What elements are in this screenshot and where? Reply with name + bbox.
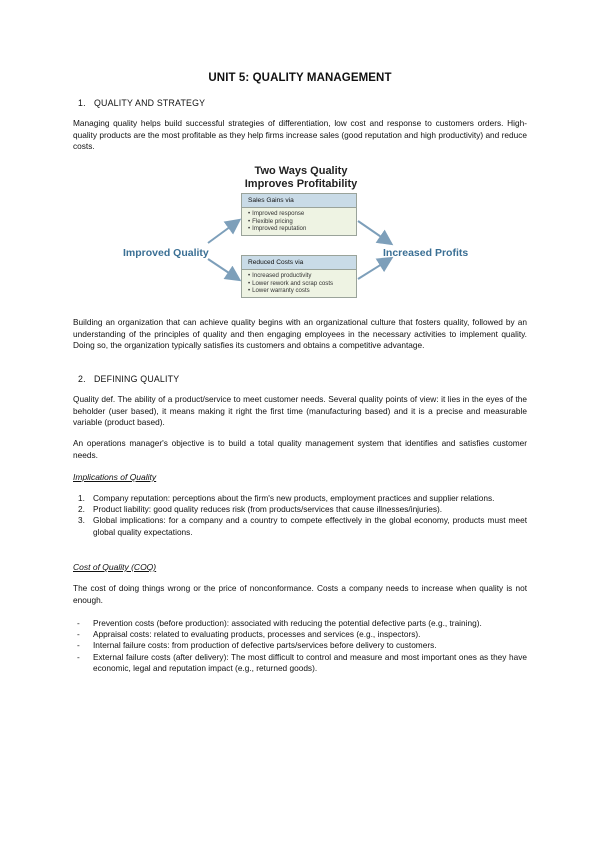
- increased-profits-label: Increased Profits: [383, 247, 469, 259]
- item-text: Prevention costs (before production): associated with reducing the potential defective parts (e.g., training).: [93, 618, 482, 628]
- coq-item: [73, 652, 527, 674]
- section-1-title: QUALITY AND STRATEGY: [94, 98, 206, 108]
- sales-gains-list: [242, 208, 356, 235]
- coq-item: [73, 629, 527, 640]
- coq-item: [73, 618, 527, 629]
- item-text: Product liability: good quality reduces risk (from products/services that cause illnesses/injuries).: [93, 504, 443, 515]
- implications-heading: Implications of Quality: [73, 472, 157, 482]
- section-2-number: 2.: [78, 374, 86, 384]
- reduced-costs-item: • Increased productivity: [248, 272, 352, 280]
- sales-gains-item: • Improved reputation: [248, 225, 352, 233]
- item-text: Internal failure costs: from production of defective parts/services before delivery to customers.: [93, 640, 437, 651]
- section-2-paragraph-2: An operations manager's objective is to build a total quality management system that identifies and satisfies customer needs.: [73, 438, 527, 460]
- item-text: Appraisal costs: related to evaluating products, processes and services (e.g., inspectors).: [93, 629, 421, 640]
- quality-profitability-figure: [120, 163, 482, 305]
- item-text: Global implications: for a company and a country to compete effectively in the global economy, products must meet global quality expectations.: [93, 515, 527, 537]
- reduced-costs-box: [241, 255, 357, 298]
- item-number: 1.: [78, 493, 85, 503]
- reduced-costs-header: Reduced Costs via: [242, 256, 356, 270]
- figure-title-line-1: Two Ways Quality: [254, 165, 348, 177]
- item-number: 2.: [78, 504, 85, 515]
- coq-intro: The cost of doing things wrong or the price of nonconformance. Costs a company needs to increase when quality is not enough.: [73, 583, 527, 605]
- implications-item: [73, 515, 527, 537]
- reduced-costs-item: • Lower rework and scrap costs: [248, 280, 352, 288]
- section-2-paragraph-1: Quality def. The ability of a product/service to meet customer needs. Several quality points of view: it lies in the eyes of the beholder (user based), it means making it right the first time (manufacturing based) and it is a precise and measurable variable (product based).: [73, 394, 527, 428]
- item-dash: -: [77, 618, 80, 628]
- section-1-paragraph-2: Building an organization that can achieve quality begins with an organizational culture that fosters quality, followed by an understanding of the principles of quality and then engaging employees in the necessary activities to implement quality. Doing so, the organization typically satisfies its customers and obtains a competitive advantage.: [73, 317, 527, 351]
- sales-gains-box: [241, 193, 357, 236]
- figure-title-line-2: Improves Profitability: [244, 178, 358, 190]
- reduced-costs-list: [242, 270, 356, 297]
- item-dash: -: [77, 629, 80, 640]
- reduced-costs-item: • Lower warranty costs: [248, 287, 352, 295]
- arrow-to-sales-gains: [208, 221, 238, 243]
- item-text: Company reputation: perceptions about the firm's new products, employment practices and supplier relations.: [93, 493, 495, 503]
- item-dash: -: [77, 651, 80, 662]
- sales-gains-item: • Improved response: [248, 210, 352, 218]
- arrow-to-reduced-costs: [208, 259, 238, 279]
- section-2-title: DEFINING QUALITY: [94, 374, 180, 384]
- coq-heading: Cost of Quality (COQ): [73, 562, 157, 572]
- arrow-from-sales-gains: [358, 221, 390, 243]
- item-number: 3.: [78, 515, 85, 526]
- section-2-heading: [78, 374, 179, 384]
- arrow-from-reduced-costs: [358, 259, 390, 279]
- section-1-paragraph-1: Managing quality helps build successful strategies of differentiation, low cost and response to customers orders. High-quality products are the most profitable as they help firms increase sales (good reputation and high productivity) and reduce costs.: [73, 118, 527, 152]
- section-1-heading: [78, 98, 205, 108]
- figure-title: [120, 165, 482, 191]
- implications-list: [73, 493, 527, 538]
- item-dash: -: [77, 640, 80, 651]
- improved-quality-label: Improved Quality: [123, 247, 209, 259]
- sales-gains-item: • Flexible pricing: [248, 218, 352, 226]
- item-text: External failure costs (after delivery): The most difficult to control and measure and most important ones as they have economic, legal and reputation impact (e.g., returned goods).: [93, 651, 527, 673]
- coq-list: [73, 618, 527, 674]
- implications-item: [73, 504, 527, 515]
- implications-item: [73, 493, 527, 504]
- section-1-number: 1.: [78, 98, 86, 108]
- page-title: UNIT 5: QUALITY MANAGEMENT: [208, 72, 392, 84]
- coq-item: [73, 640, 527, 651]
- sales-gains-header: Sales Gains via: [242, 194, 356, 208]
